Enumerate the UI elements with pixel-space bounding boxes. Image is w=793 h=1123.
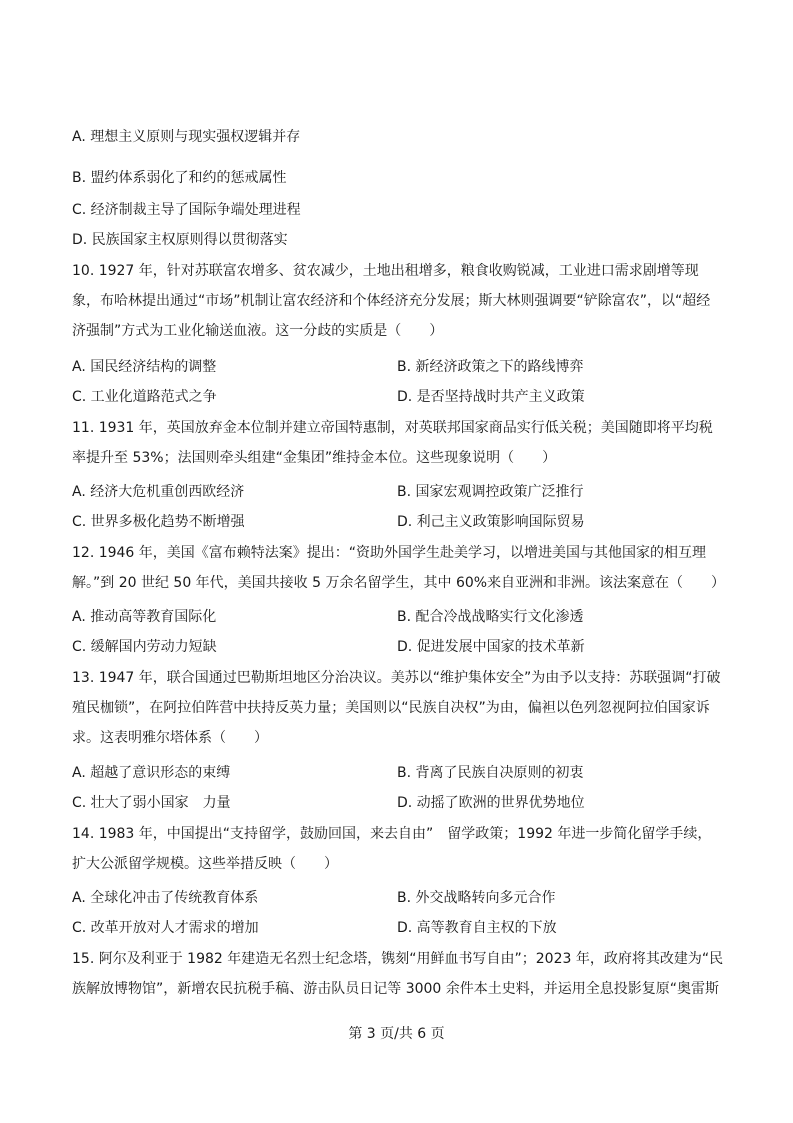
q13-option-b: B. 背离了民族自决原则的初衷 — [397, 765, 584, 781]
q11-option-a: A. 经济大危机重创西欧经济 — [72, 484, 245, 500]
q14-option-b: B. 外交战略转向多元合作 — [397, 890, 556, 906]
page-number: 第 3 页/共 6 页 — [348, 1026, 445, 1042]
q11-stem: 11. 1931 年，英国放弃金本位制并建立帝国特惠制，对英联邦国家商品实行低关税；美国随即将平均税率提升至 53%；法国则牵头组建“金集团”维持金本位。这些现象说明（ ） — [72, 420, 713, 466]
q12-option-d: D. 促进发展中国家的技术革新 — [397, 639, 585, 655]
q14-option-d: D. 高等教育自主权的下放 — [397, 920, 557, 936]
q11-option-d: D. 利己主义政策影响国际贸易 — [397, 514, 585, 530]
q10-stem: 10. 1927 年，针对苏联富农增多、贫农减少，土地出租增多，粮食收购锐减，工业进口需求剧增等现象，布哈林提出通过“市场”机制让富农经济和个体经济充分发展；斯大林则强调要“铲除富农”，以“超经济强制”方式为工业化输送血液。这一分歧的实质是（ ） — [72, 263, 711, 339]
q12-option-a: A. 推动高等教育国际化 — [72, 609, 217, 625]
q9-option-c: C. 经济制裁主导了国际争端处理进程 — [72, 202, 301, 218]
q11-option-c: C. 世界多极化趋势不断增强 — [72, 514, 245, 530]
q14-option-c: C. 改革开放对人才需求的增加 — [72, 920, 259, 936]
q12-option-b: B. 配合冷战战略实行文化渗透 — [397, 609, 584, 625]
q13-option-c: C. 壮大了弱小国家 力量 — [72, 795, 231, 811]
q14-option-a: A. 全球化冲击了传统教育体系 — [72, 890, 259, 906]
q10-option-c: C. 工业化道路范式之争 — [72, 389, 217, 405]
q12-stem: 12. 1946 年，美国《富布赖特法案》提出：“资助外国学生赴美学习，以增进美国与其他国家的相互理解。”到 20 世纪 50 年代，美国共接收 5 万余名留学生，其中 60%来自亚洲和非洲。该法案意在（ ） — [72, 545, 726, 591]
q15-stem: 15. 阿尔及利亚于 1982 年建造无名烈士纪念塔，镌刻“用鲜血书写自由”；2023 年，政府将其改建为“民族解放博物馆”，新增农民抗税手稿、游击队员日记等 3000 余件本土史料，并运用全息投影复原“奥雷斯 — [72, 951, 724, 997]
q10-option-a: A. 国民经济结构的调整 — [72, 359, 217, 375]
q10-option-b: B. 新经济政策之下的路线博弈 — [397, 359, 584, 375]
q12-option-c: C. 缓解国内劳动力短缺 — [72, 639, 217, 655]
q10-option-d: D. 是否坚持战时共产主义政策 — [397, 389, 585, 405]
q13-option-d: D. 动摇了欧洲的世界优势地位 — [397, 795, 585, 811]
q9-option-b: B. 盟约体系弱化了和约的惩戒属性 — [72, 170, 287, 186]
q14-stem: 14. 1983 年，中国提出“支持留学，鼓励回国，来去自由” 留学政策；1992 年进一步简化留学手续，扩大公派留学规模。这些举措反映（ ） — [72, 826, 712, 872]
q13-option-a: A. 超越了意识形态的束缚 — [72, 765, 231, 781]
q9-option-d: D. 民族国家主权原则得以贯彻落实 — [72, 232, 288, 248]
q11-option-b: B. 国家宏观调控政策广泛推行 — [397, 484, 584, 500]
q9-option-a: A. 理想主义原则与现实强权逻辑并存 — [72, 129, 301, 145]
q13-stem: 13. 1947 年，联合国通过巴勒斯坦地区分治决议。美苏以“维护集体安全”为由予以支持：苏联强调“打破殖民枷锁”，在阿拉伯阵营中扶持反英力量；美国则以“民族自决权”为由，偏袒以色列忽视阿拉伯国家诉求。这表明雅尔塔体系（ ） — [72, 670, 721, 746]
